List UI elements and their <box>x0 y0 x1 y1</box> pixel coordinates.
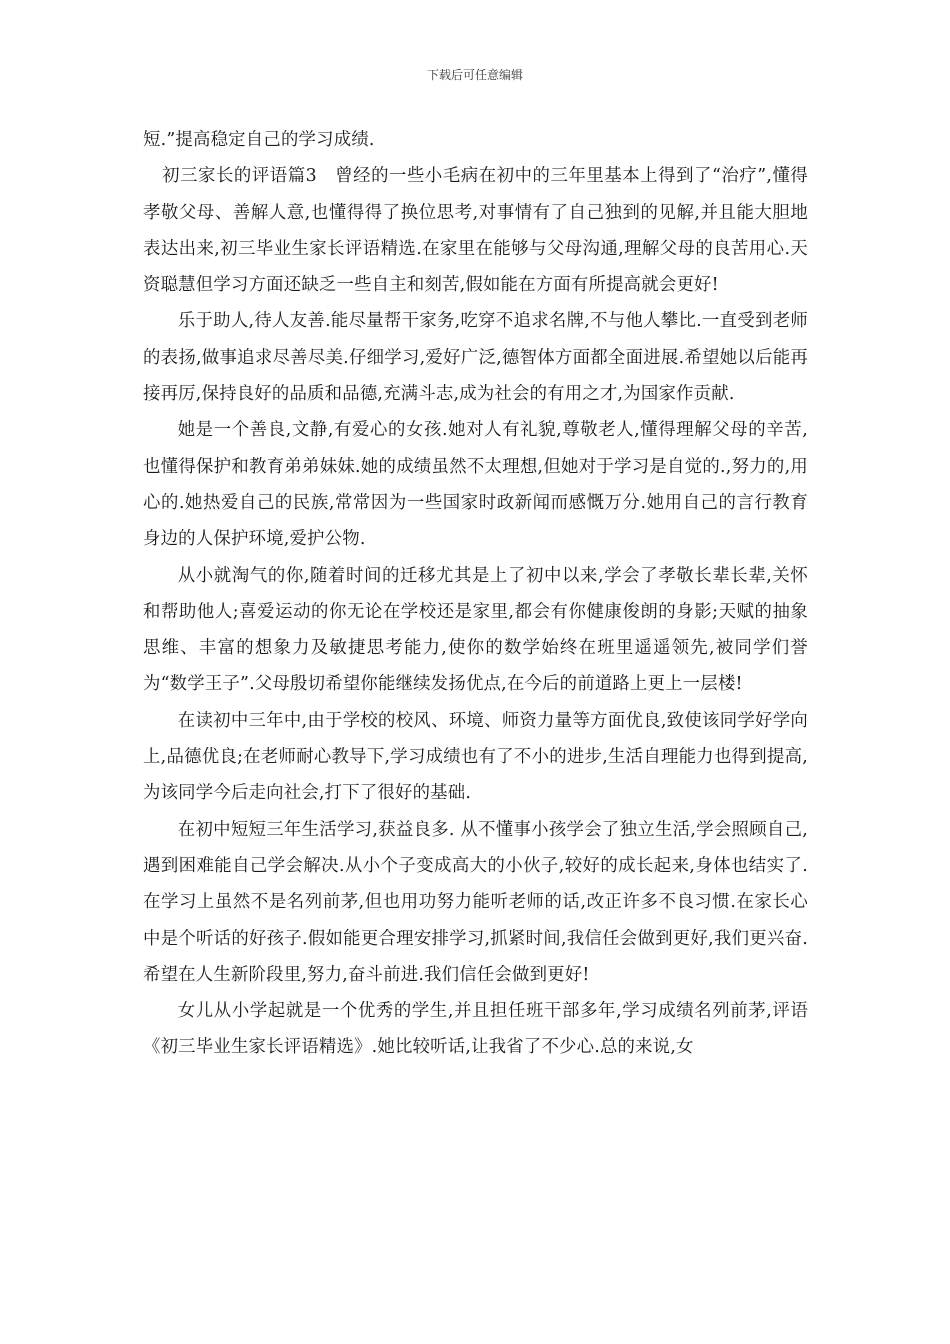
paragraph: 短.”提高稳定自己的学习成绩. <box>143 130 375 150</box>
paragraph: 初三家长的评语篇3 曾经的一些小毛病在初中的三年里基本上得到了“治疗”,懂得孝敬父母、善解人意,也懂得得了换位思考,对事情有了自己独到的见解,并且能大胆地表达出来,初三毕业生家长评语精选.在家里在能够与父母沟通,理解父母的良苦用心.天资聪慧但学习方面还缺乏一些自主和刻苦,假如能在方面有所提高就会更好! <box>143 166 808 296</box>
paragraph: 乐于助人,待人友善.能尽量帮干家务,吃穿不追求名牌,不与他人攀比.一直受到老师的表扬,做事追求尽善尽美.仔细学习,爱好广泛,德智体方面都全面进展.希望她以后能再接再厉,保持良好的品质和品德,充满斗志,成为社会的有用之才,为国家作贡献. <box>143 311 808 405</box>
paragraph: 在初中短短三年生活学习,获益良多. 从不懂事小孩学会了独立生活,学会照顾自己,遇到困难能自己学会解决.从小个子变成高大的小伙子,较好的成长起来,身体也结实了.在学习上虽然不是名列前茅,但也用功努力能听老师的话,改正许多不良习惯.在家长心中是个听话的好孩子.假如能更合理安排学习,抓紧时间,我信任会做到更好,我们更兴奋.希望在人生新阶段里,努力,奋斗前进.我们信任会做到更好! <box>143 819 808 985</box>
page-header: 下载后可任意编辑 <box>426 68 523 82</box>
paragraph: 从小就淘气的你,随着时间的迁移尤其是上了初中以来,学会了孝敬长辈长辈,关怀和帮助他人;喜爱运动的你无论在学校还是家里,都会有你健康俊朗的身影;天赋的抽象思维、丰富的想象力及敏捷思考能力,使你的数学始终在班里遥遥领先,被同学们誉为“数学王子”.父母殷切希望你能继续发扬优点,在今后的前道路上更上一层楼! <box>143 565 808 695</box>
paragraph: 女儿从小学起就是一个优秀的学生,并且担任班干部多年,学习成绩名列前茅,评语《初三毕业生家长评语精选》.她比较听话,让我省了不少心.总的来说,女 <box>143 1001 808 1058</box>
paragraph: 在读初中三年中,由于学校的校风、环境、师资力量等方面优良,致使该同学好学向上,品德优良;在老师耐心教导下,学习成绩也有了不小的进步,生活自理能力也得到提高,为该同学今后走向社会,打下了很好的基础. <box>143 710 808 804</box>
document-body <box>143 122 808 1066</box>
paragraph: 她是一个善良,文静,有爱心的女孩.她对人有礼貌,尊敬老人,懂得理解父母的辛苦,也懂得保护和教育弟弟妹妹.她的成绩虽然不太理想,但她对于学习是自觉的.,努力的,用心的.她热爱自己的民族,常常因为一些国家时政新闻而感慨万分.她用自己的言行教育身边的人保护环境,爱护公物. <box>143 420 808 550</box>
